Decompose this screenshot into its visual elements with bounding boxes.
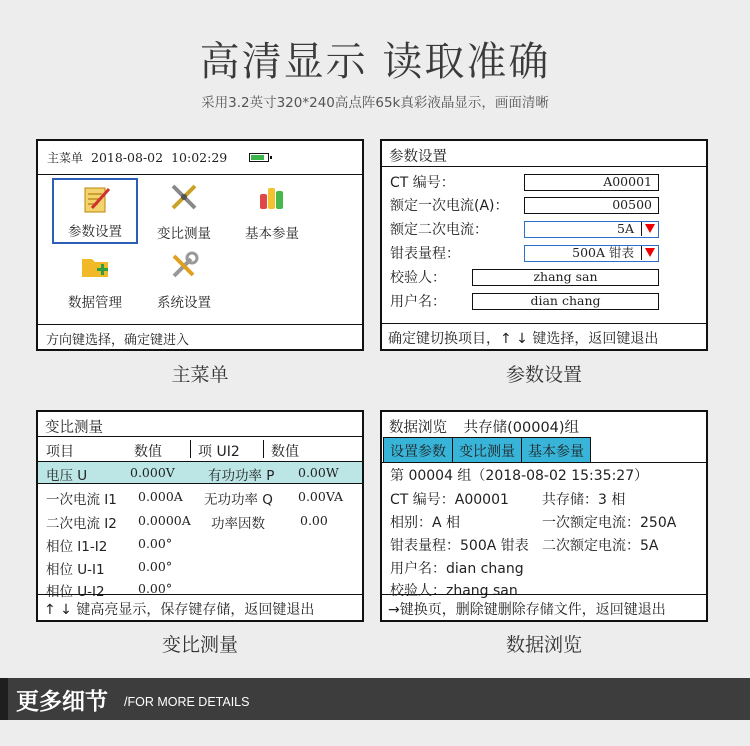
battery-icon (249, 153, 269, 162)
total-stored: 共存储：3 相 (542, 492, 626, 508)
tab-basic[interactable]: 基本参量 (521, 437, 591, 463)
row-value: 0.00° (138, 559, 173, 574)
ct-number: CT 编号：A00001 (390, 492, 509, 508)
main-menu-hint: 方向键选择，确定键进入 (38, 324, 362, 349)
table-header (38, 438, 362, 461)
secondary-current-value: 5A (617, 221, 634, 236)
table-row[interactable] (46, 535, 107, 555)
menu-item-ratio-measure[interactable] (141, 178, 227, 244)
subheadline: 采用3.2英寸320*240高点阵65k真彩液晶显示，画面清晰 (201, 95, 549, 111)
tab-ratio[interactable]: 变比测量 (452, 437, 522, 463)
storage-count: 共存储(00004)组 (463, 420, 580, 436)
row-name2: 有功功率 P (208, 468, 275, 484)
param-setup-title: 参数设置 (382, 141, 706, 167)
clamp-range-label: 钳表量程： (390, 246, 460, 262)
ruler-tools-icon (169, 182, 199, 212)
caption-param-setup: 参数设置 (505, 364, 582, 386)
col-header-item: 项目 (46, 444, 74, 460)
main-menu-title: 主菜单 (47, 151, 84, 165)
row-value: 0.00° (138, 536, 173, 551)
username-label: 用户名： (390, 294, 446, 310)
col-header-item2: 项 UI2 (198, 444, 240, 460)
menu-item-param-setup[interactable] (52, 178, 138, 244)
checker-field[interactable]: zhang san (472, 269, 659, 286)
caption-main-menu: 主菜单 (171, 364, 229, 386)
row-value2: 0.00W (298, 465, 339, 480)
row-name2: 无功功率 Q (204, 492, 273, 508)
checker-label: 校验人： (390, 270, 446, 286)
row-name: 一次电流 I1 (46, 492, 117, 508)
menu-item-label: 基本参量 (245, 226, 299, 242)
row-name2: 功率因数 (211, 516, 265, 532)
more-details-subtitle: /FOR MORE DETAILS (124, 695, 250, 709)
clamp-range-select[interactable] (524, 245, 659, 262)
menu-item-data-manage[interactable] (52, 247, 138, 313)
col-header-value: 数值 (134, 444, 162, 460)
row-name: 相位 U-I2 (46, 584, 105, 600)
ct-number-label: CT 编号： (390, 175, 455, 191)
username-field[interactable]: dian chang (472, 293, 659, 310)
more-details-bar (0, 678, 750, 720)
data-browse-screen (380, 410, 708, 622)
secondary-current-label: 额定二次电流： (390, 222, 488, 238)
tab-settings[interactable]: 设置参数 (383, 437, 453, 463)
table-row[interactable] (46, 464, 87, 484)
caption-data-browse: 数据浏览 (505, 634, 582, 656)
wrench-screwdriver-icon (169, 251, 199, 281)
clamp-range-value: 500A 钳表 (572, 245, 634, 260)
secondary-rated-current: 二次额定电流：5A (542, 538, 659, 554)
row-value: 0.000A (138, 489, 183, 504)
table-row[interactable] (46, 558, 105, 578)
bar-chart-icon (257, 182, 287, 212)
record-header: 第 00004 组（2018-08-02 15:35:27） (390, 468, 649, 484)
row-name: 相位 U-I1 (46, 562, 105, 578)
menu-item-label: 数据管理 (68, 295, 122, 311)
row-value2: 0.00 (300, 513, 328, 528)
clamp-range: 钳表量程：500A 钳表 (390, 538, 529, 554)
phase: 相别：A 相 (390, 515, 461, 531)
col-header-value2: 数值 (271, 444, 299, 460)
menu-item-basic-params[interactable] (229, 178, 315, 244)
ratio-measure-hint: ↑ ↓ 键高亮显示，保存键存储，返回键退出 (38, 594, 362, 620)
headline: 高清显示 读取准确 (199, 39, 551, 85)
data-browse-hint: →键换页，删除键删除存储文件，返回键退出 (382, 594, 706, 620)
table-row[interactable] (46, 512, 117, 532)
row-value2: 0.00VA (298, 489, 344, 504)
row-name: 相位 I1-I2 (46, 539, 108, 555)
main-menu-screen (36, 139, 364, 351)
secondary-current-select[interactable] (524, 221, 659, 238)
param-setup-screen (380, 139, 708, 351)
tab-bar (383, 437, 590, 463)
row-value: 0.0000A (138, 513, 191, 528)
primary-rated-current: 一次额定电流：250A (542, 515, 677, 531)
username: 用户名：dian chang (390, 561, 524, 577)
ratio-measure-screen (36, 410, 364, 622)
date-display: 2018-08-02 (91, 150, 164, 165)
param-setup-hint: 确定键切换项目，↑ ↓ 键选择，返回键退出 (382, 323, 706, 349)
menu-item-label: 变比测量 (157, 226, 211, 242)
ratio-measure-title: 变比测量 (38, 412, 362, 437)
more-details-title: 更多细节 (16, 689, 108, 715)
row-name: 二次电流 I2 (46, 516, 117, 532)
menu-item-label: 参数设置 (68, 224, 122, 240)
notepad-pencil-icon (82, 184, 112, 214)
table-row[interactable] (46, 488, 117, 508)
primary-current-field[interactable]: 00500 (524, 197, 659, 214)
ct-number-field[interactable]: A00001 (524, 174, 659, 191)
dropdown-arrow-icon[interactable] (641, 246, 658, 260)
row-value: 0.000V (130, 465, 175, 480)
dropdown-arrow-icon[interactable] (641, 222, 658, 236)
row-name: 电压 U (46, 468, 88, 484)
menu-item-system-settings[interactable] (141, 247, 227, 313)
caption-ratio-measure: 变比测量 (161, 634, 238, 656)
main-menu-header (38, 141, 362, 175)
data-browse-title: 数据浏览 (389, 420, 447, 436)
data-browse-title-row (382, 412, 706, 437)
time-display: 10:02:29 (171, 150, 228, 165)
row-value: 0.00° (138, 581, 173, 596)
menu-item-label: 系统设置 (157, 295, 211, 311)
primary-current-label: 额定一次电流(A)： (390, 198, 509, 214)
checker: 校验人：zhang san (390, 583, 518, 599)
folder-add-icon (80, 251, 110, 281)
